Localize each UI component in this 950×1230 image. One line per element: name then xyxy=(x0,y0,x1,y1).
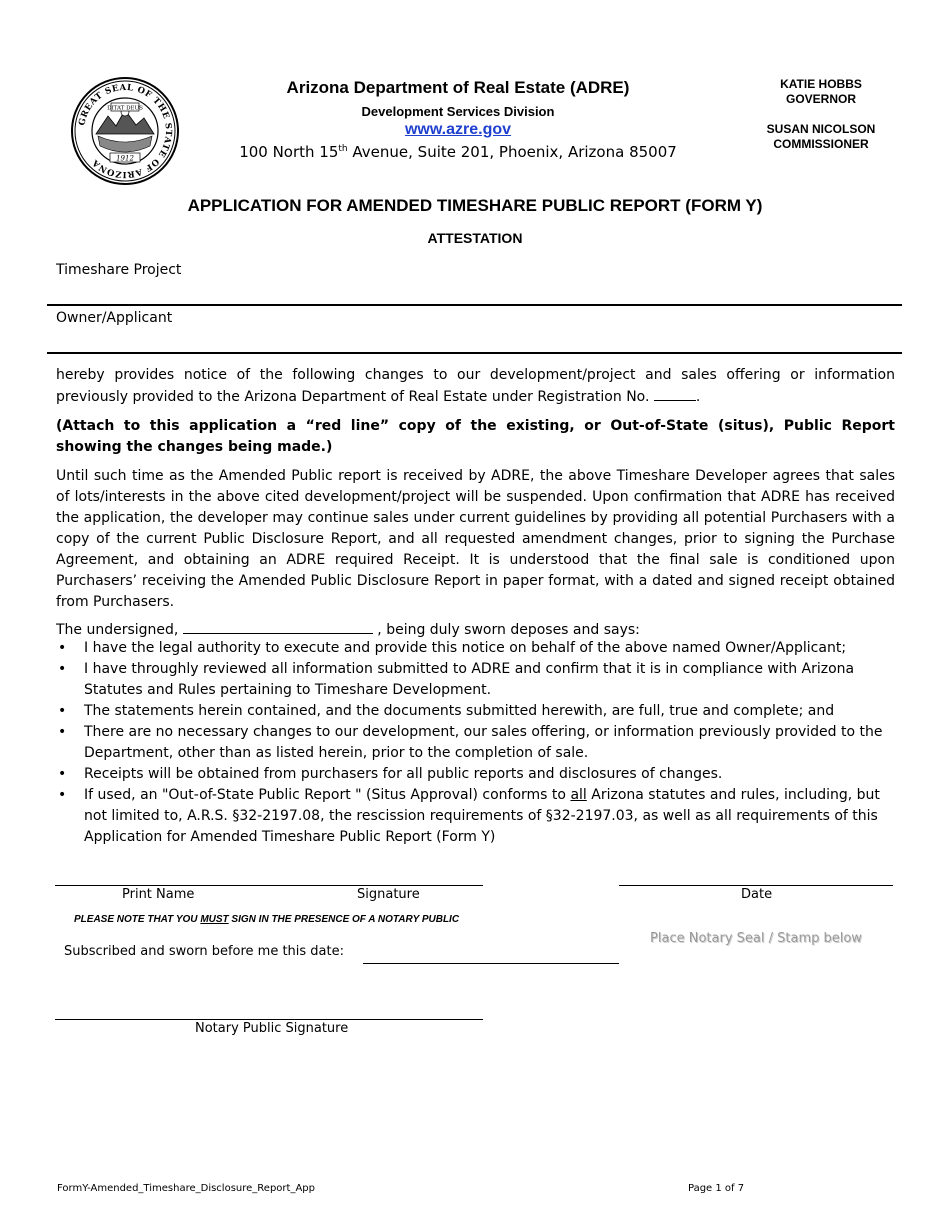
seal-ring-text: GREAT SEAL OF THE STATE OF ARIZONA xyxy=(77,82,174,180)
governor-block xyxy=(740,77,902,107)
commissioner-name: SUSAN NICOLSON xyxy=(766,122,876,136)
agency-name: Arizona Department of Real Estate (ADRE) xyxy=(286,78,630,97)
date-line[interactable] xyxy=(619,885,893,886)
website-link[interactable]: www.azre.gov xyxy=(404,121,512,138)
registration-number-field[interactable] xyxy=(654,386,696,401)
timeshare-project-label: Timeshare Project xyxy=(56,262,182,278)
notary-stamp-placeholder: Place Notary Seal / Stamp below xyxy=(650,931,862,946)
notary-signature-line[interactable] xyxy=(55,1019,483,1020)
footer-filename: FormY-Amended_Timeshare_Disclosure_Report_App xyxy=(57,1183,315,1194)
name-signature-line[interactable] xyxy=(55,885,483,886)
division-name: Development Services Division xyxy=(361,104,555,119)
notary-signature-label: Notary Public Signature xyxy=(195,1021,349,1036)
list-item: • I have the legal authority to execute and provide this notice on behalf of the above named Owner/Applicant; xyxy=(56,638,895,659)
suspension-paragraph: Until such time as the Amended Public report is received by ADRE, the above Timeshare Developer agrees that sales of lots/interests in the above cited development/project will be suspended. Upon confirmation that ADRE has received the application, the developer may continue sales under current guidelines by providing all potential Purchasers with a copy of the current Public Disclosure Report, and all requested amendment changes, prior to signing the Purchase Agreement, and obtaining an ADRE required Receipt. It is understood that the final sale is conditioned upon Purchasers’ receiving the Amended Public Disclosure Report in paper format, with a dated and signed receipt obtained from Purchasers. xyxy=(56,468,895,610)
governor-title: GOVERNOR xyxy=(785,92,856,106)
undersigned-name-field[interactable] xyxy=(183,619,373,634)
list-item: • There are no necessary changes to our development, our sales offering, or information previously provided to the Department, other than as listed herein, prior to the completion of sale. xyxy=(56,722,895,764)
notice-paragraph: hereby provides notice of the following changes to our development/project and sales offering or information previously provided to the Arizona Department of Real Estate under Registration No. . xyxy=(56,367,895,405)
attach-note: (Attach to this application a “red line” copy of the existing, or Out-of-State (situs), Public Report showing the changes being made.) xyxy=(56,418,895,455)
seal-year: 1912 xyxy=(116,154,134,163)
sworn-date-field[interactable] xyxy=(363,963,619,964)
seal-motto: DITAT DEUS xyxy=(107,105,143,112)
list-item: • The statements herein contained, and the documents submitted herewith, are full, true and complete; and xyxy=(56,701,895,722)
form-subtitle: ATTESTATION xyxy=(427,230,523,246)
signature-label: Signature xyxy=(357,887,420,902)
owner-applicant-label: Owner/Applicant xyxy=(56,310,173,326)
owner-applicant-field[interactable] xyxy=(47,352,902,354)
print-name-label: Print Name xyxy=(122,887,195,902)
notary-warning: PLEASE NOTE THAT YOU MUST SIGN IN THE PRESENCE OF A NOTARY PUBLIC xyxy=(74,914,460,925)
list-item: • If used, an "Out-of-State Public Report " (Situs Approval) conforms to all Arizona statutes and rules, including, but not limited to, A.R.S. §32-2197.08, the rescission requirements of §32-2197.03, as well as all requirements of this Application for Amended Timeshare Public Report (Form Y) xyxy=(56,785,895,848)
date-label: Date xyxy=(741,887,773,902)
attestation-list xyxy=(56,638,895,848)
agency-address: 100 North 15th Avenue, Suite 201, Phoenix, Arizona 85007 xyxy=(239,143,677,161)
arizona-state-seal xyxy=(70,76,180,186)
commissioner-block xyxy=(740,122,902,152)
commissioner-title: COMMISSIONER xyxy=(773,137,869,151)
page-number: Page 1 of 7 xyxy=(688,1183,745,1194)
timeshare-project-field[interactable] xyxy=(47,304,902,306)
governor-name: KATIE HOBBS xyxy=(780,77,862,91)
form-title: APPLICATION FOR AMENDED TIMESHARE PUBLIC REPORT (FORM Y) xyxy=(187,196,763,215)
list-item: • I have throughly reviewed all information submitted to ADRE and confirm that it is in compliance with Arizona Statutes and Rules pertaining to Timeshare Development. xyxy=(56,659,895,701)
sworn-date-label: Subscribed and sworn before me this date: xyxy=(64,944,345,959)
undersigned-statement: The undersigned, , being duly sworn deposes and says: xyxy=(56,619,895,641)
list-item: • Receipts will be obtained from purchasers for all public reports and disclosures of changes. xyxy=(56,764,895,785)
